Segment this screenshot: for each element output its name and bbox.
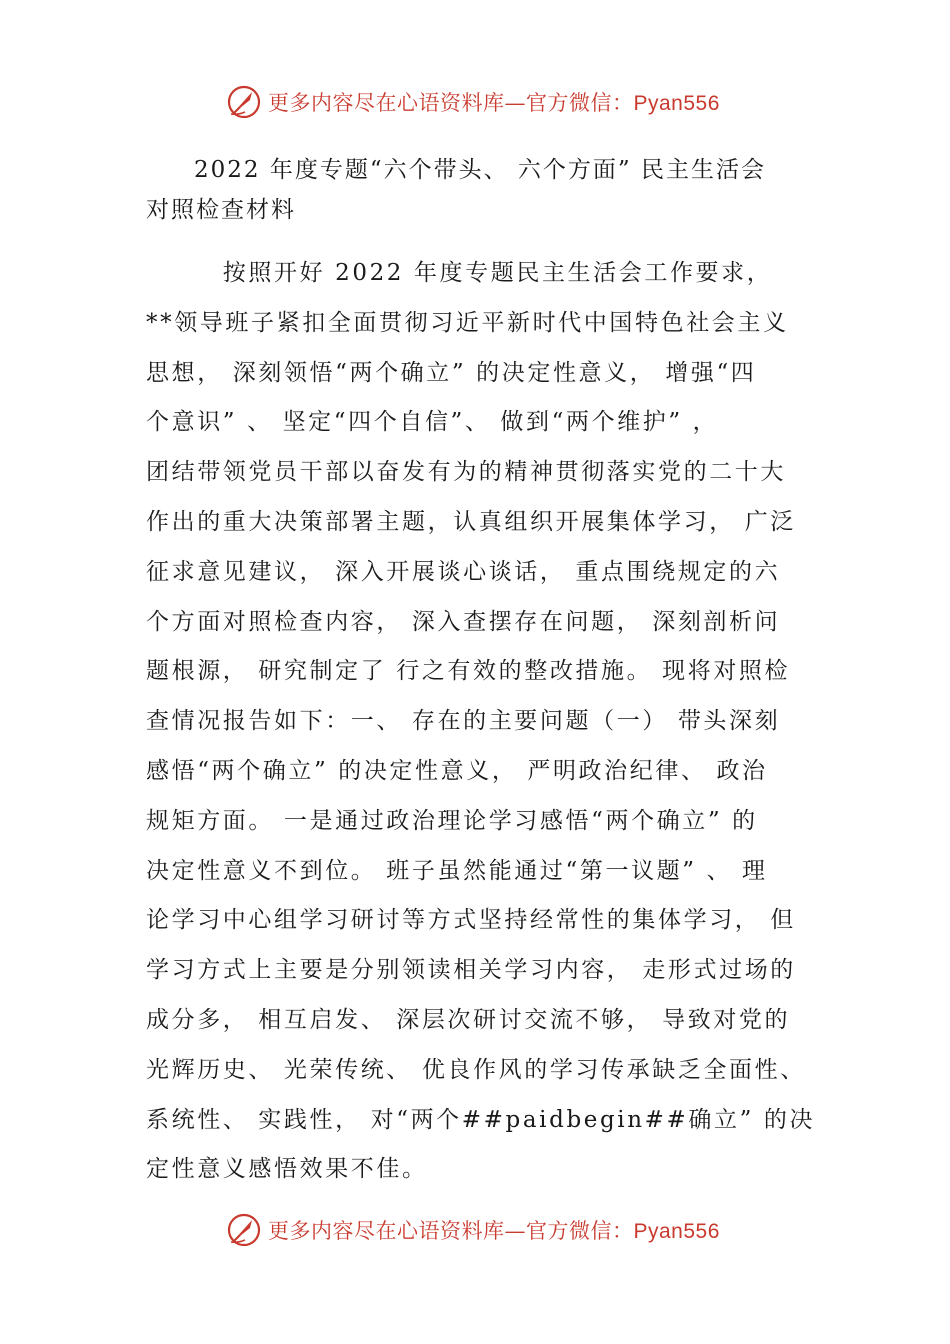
body-line: 查情况报告如下：一、 存在的主要问题（一） 带头深刻 [146,708,781,735]
body-line: 成分多， 相互启发、 深层次研讨交流不够， 导致对党的 [146,1006,791,1033]
header-banner [226,82,746,122]
document-body [146,249,816,1195]
body-line: 团结带领党员干部以奋发有为的精神贯彻落实党的二十大 [146,459,786,486]
footer-banner [226,1210,746,1250]
body-line: 规矩方面。 一是通过政治理论学习感悟“两个确立” 的 [146,807,758,834]
body-line: 个意识” 、 坚定“四个自信”、 做到“两个维护” ， [146,409,719,436]
body-line: 学习方式上主要是分别领读相关学习内容， 走形式过场的 [146,957,796,984]
footer-banner-cn: 更多内容尽在心语资料库—官方微信： [268,1219,634,1243]
footer-banner-text [268,1215,720,1245]
body-line: 光辉历史、 光荣传统、 优良作风的学习传承缺乏全面性、 [146,1056,806,1083]
document-title [146,150,816,230]
body-line: **领导班子紧扣全面贯彻习近平新时代中国特色社会主义 [146,309,789,336]
header-banner-cn: 更多内容尽在心语资料库—官方微信： [268,91,634,115]
quill-pen-logo-icon [226,1212,262,1248]
body-line: 题根源， 研究制定了 行之有效的整改措施。 现将对照检 [146,658,791,685]
header-banner-wechat-id: Pyan556 [633,92,720,115]
body-line: 系统性、 实践性， 对“两个##paidbegin##确立” 的决 [146,1106,816,1133]
body-line: 论学习中心组学习研讨等方式坚持经常性的集体学习， 但 [146,907,796,934]
body-line: 个方面对照检查内容， 深入查摆存在问题， 深刻剖析问 [146,608,781,635]
body-line: 定性意义感悟效果不佳。 [146,1156,428,1183]
footer-banner-wechat-id: Pyan556 [633,1220,720,1243]
body-line: 作出的重大决策部署主题，认真组织开展集体学习， 广泛 [146,508,796,535]
body-line: 感悟“两个确立” 的决定性意义， 严明政治纪律、 政治 [146,757,768,784]
title-line-2: 对照检查材料 [146,197,296,223]
body-line: 征求意见建议， 深入开展谈心谈话， 重点围绕规定的六 [146,558,781,585]
title-line-1: 2022 年度专题“六个带头、 六个方面” 民主生活会 [194,157,766,183]
body-line: 按照开好 2022 年度专题民主生活会工作要求， [146,260,773,286]
header-banner-text [268,87,720,117]
body-line: 思想， 深刻领悟“两个确立” 的决定性意义， 增强“四 [146,359,757,386]
quill-pen-logo-icon [226,84,262,120]
body-line: 决定性意义不到位。 班子虽然能通过“第一议题” 、 理 [146,857,768,884]
